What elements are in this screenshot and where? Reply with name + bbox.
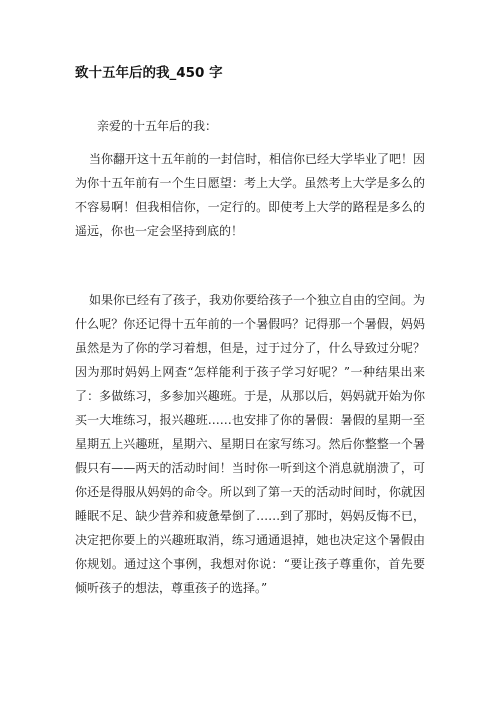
paragraph-1: 当你翻开这十五年前的一封信时，相信你已经大学毕业了吧！因为你十五年前有一个生日愿望：考上大学。虽然考上大学是多么的不容易啊！但我相信你，一定行的。即使考上大学的路程是多么的遥远，你也一定会坚持到底的！: [75, 152, 426, 238]
letter-greeting: 亲爱的十五年后的我：: [97, 119, 218, 133]
document-title: 致十五年后的我_450 字: [75, 65, 223, 81]
paragraph-2: 如果你已经有了孩子，我劝你要给孩子一个独立自由的空间。为什么呢？你还记得十五年前的一个暑假吗？记得那一个暑假，妈妈虽然是为了你的学习着想，但是，过于过分了，什么导致过分呢？因为那时妈妈上网查“怎样能利于孩子学习好呢？”一种结果出来了：多做练习，多参加兴趣班。于是，从那以后，妈妈就开始为你买一大堆练习，报兴趣班……也安排了你的暑假：暑假的星期一至星期五上兴趣班，星期六、星期日在家写练习。然后你整整一个暑假只有——两天的活动时间！当时你一听到这个消息就崩溃了，可你还是得服从妈妈的命令。所以到了第一天的活动时间时，你就因睡眠不足、缺少营养和疲惫晕倒了……到了那时，妈妈反悔不已，决定把你要上的兴趣班取消，练习通通退掉，她也决定这个暑假由你规划。通过这个事例，我想对你说：“要让孩子尊重你，首先要倾听孩子的想法，尊重孩子的选择。”: [75, 293, 426, 595]
